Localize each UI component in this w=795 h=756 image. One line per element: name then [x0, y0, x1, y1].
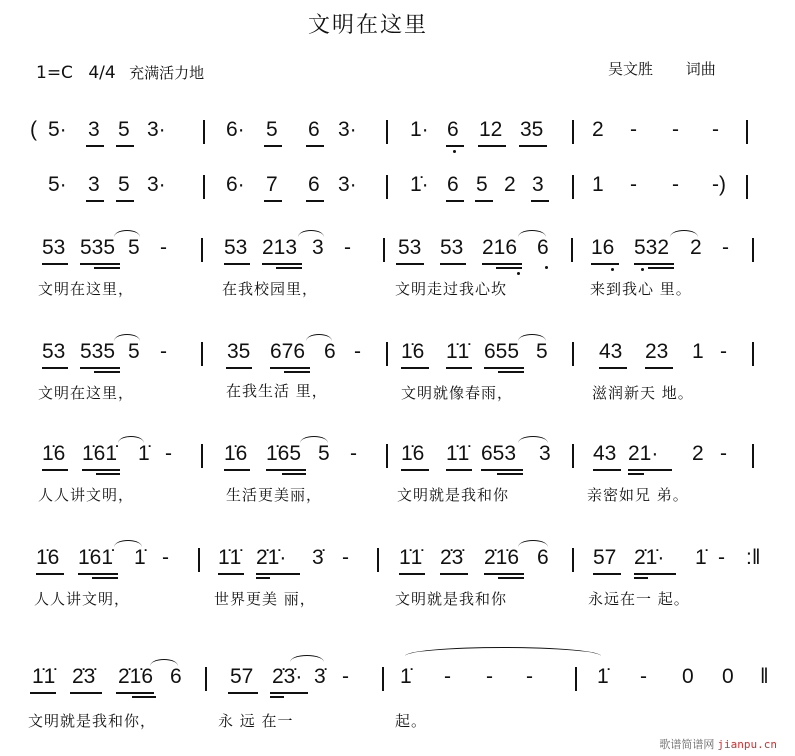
dash: - [712, 118, 719, 141]
note: 3̇ [312, 546, 324, 569]
note: 43 [593, 442, 617, 465]
barline [571, 238, 573, 262]
author-credit [608, 58, 716, 79]
note: 5 [118, 173, 130, 196]
lyric: 文明就是我和你， [28, 712, 157, 730]
score-row-verse-1 [0, 236, 795, 306]
note: 1̇61̇ [78, 546, 114, 569]
author-role: 词曲 [685, 60, 716, 78]
dash: - [630, 173, 637, 196]
rest: 0 [722, 665, 734, 688]
dash: - [162, 546, 169, 569]
barline [752, 238, 754, 262]
note: 6· [226, 173, 245, 196]
dash: - [350, 442, 357, 465]
dash: -) [712, 173, 726, 196]
note: 676 [270, 340, 306, 363]
note: 2 [692, 442, 704, 465]
dash: - [160, 236, 167, 259]
dash: - [160, 340, 167, 363]
barline [386, 175, 388, 199]
note: 12 [479, 118, 503, 141]
barline [386, 120, 388, 144]
key-time-tempo [36, 62, 204, 83]
dash: - [486, 665, 493, 688]
barline [386, 342, 388, 366]
note: 535 [80, 236, 116, 259]
final-barline: ‖ [760, 665, 769, 688]
note: 23 [645, 340, 669, 363]
note: 43 [599, 340, 623, 363]
dash: - [718, 546, 725, 569]
note: 1̇1̇ [32, 665, 56, 688]
time-signature: 4/4 [88, 63, 116, 83]
barline [386, 444, 388, 468]
note: 53 [42, 236, 66, 259]
note: 213 [262, 236, 298, 259]
open-paren: ( [30, 118, 37, 141]
barline [382, 667, 384, 691]
note: 3 [532, 173, 544, 196]
note: 6 [324, 340, 336, 363]
dash: - [165, 442, 172, 465]
note: 1· [410, 118, 429, 141]
lyric: 文明走过我心坎 [395, 280, 508, 298]
barline [201, 444, 203, 468]
barline [572, 175, 574, 199]
lyric: 在我生活 里， [226, 382, 328, 400]
tempo-marking: 充满活力地 [129, 64, 205, 82]
note: 5 [128, 340, 140, 363]
song-title: 文明在这里 [308, 13, 429, 38]
note: 2̇1̇· [256, 546, 287, 569]
note: 5· [48, 118, 67, 141]
lyric: 文明就是我和你 [397, 486, 510, 504]
dash: - [344, 236, 351, 259]
score-row-verse-4 [0, 546, 795, 616]
barline [572, 120, 574, 144]
note: 5 [266, 118, 278, 141]
note: 53 [224, 236, 248, 259]
note: 5 [476, 173, 488, 196]
note: 1̇ [695, 546, 707, 569]
note: 57 [593, 546, 617, 569]
note: 6 [308, 173, 320, 196]
dash: - [630, 118, 637, 141]
note: 3· [338, 173, 357, 196]
note: 2 [504, 173, 516, 196]
note: 6 [537, 236, 549, 259]
dash: - [672, 118, 679, 141]
note: 53 [42, 340, 66, 363]
note: 1 [592, 173, 604, 196]
barline [746, 175, 748, 199]
lyric: 人人讲文明， [34, 590, 131, 608]
note: 3 [88, 118, 100, 141]
barline [572, 444, 574, 468]
dash: - [720, 442, 727, 465]
note: 6 [537, 546, 549, 569]
barline [752, 444, 754, 468]
note: 3· [338, 118, 357, 141]
note: 3̇ [314, 665, 326, 688]
barline [383, 238, 385, 262]
dash: - [342, 665, 349, 688]
note: 7 [266, 173, 278, 196]
lyric: 文明就是我和你 [395, 590, 508, 608]
barline [205, 667, 207, 691]
note: 5· [48, 173, 67, 196]
barline [201, 342, 203, 366]
note: 3 [539, 442, 551, 465]
note: 2 [690, 236, 702, 259]
lyric: 起。 [395, 712, 428, 730]
note: 21· [628, 442, 659, 465]
dash: - [526, 665, 533, 688]
note: 5 [118, 118, 130, 141]
note: 2̇3̇ [72, 665, 96, 688]
lyric: 文明在这里， [38, 384, 135, 402]
note: 1̇1̇ [218, 546, 242, 569]
barline [198, 548, 200, 572]
note: 532 [634, 236, 670, 259]
note: 2̇1̇6 [484, 546, 520, 569]
note: 1̇1̇ [446, 442, 470, 465]
note: 6 [447, 173, 459, 196]
lyric: 永远在一 起。 [588, 590, 690, 608]
dash: - [720, 340, 727, 363]
note: 35 [227, 340, 251, 363]
barline [572, 548, 574, 572]
dash: - [342, 546, 349, 569]
site-watermark [659, 736, 777, 752]
barline [201, 238, 203, 262]
note: 1̇ [134, 546, 146, 569]
score-row-verse-3 [0, 442, 795, 512]
barline [752, 342, 754, 366]
lyric: 生活更美丽， [226, 486, 323, 504]
note: 3 [312, 236, 324, 259]
lyric: 世界更美 丽， [214, 590, 316, 608]
repeat-end-sign[interactable]: :‖ [746, 546, 761, 569]
note: 6 [308, 118, 320, 141]
note: 1̇6 [401, 340, 425, 363]
note: 2̇3̇· [272, 665, 303, 688]
note: 16 [591, 236, 615, 259]
barline [203, 175, 205, 199]
lyric: 人人讲文明， [38, 486, 135, 504]
note: 6· [226, 118, 245, 141]
dash: - [640, 665, 647, 688]
note: 2̇1̇6 [118, 665, 154, 688]
score-row-intro-1 [0, 118, 795, 148]
note: 57 [230, 665, 254, 688]
lyric: 在我校园里， [222, 280, 319, 298]
author-name: 吴文胜 [608, 60, 654, 78]
lyric: 亲密如兄 弟。 [587, 486, 689, 504]
rest: 0 [682, 665, 694, 688]
note: 216 [482, 236, 518, 259]
note: 1̇ [400, 665, 412, 688]
note: 2̇3̇ [440, 546, 464, 569]
note: 1̇6 [42, 442, 66, 465]
note: 3· [147, 118, 166, 141]
note: 6 [447, 118, 459, 141]
barline [746, 120, 748, 144]
lyric: 滋润新天 地。 [592, 384, 694, 402]
lyric: 文明在这里， [38, 280, 135, 298]
score-row-verse-2 [0, 340, 795, 410]
note: 2̇1̇· [634, 546, 665, 569]
note: 1̇ [138, 442, 150, 465]
score-row-intro-2 [0, 173, 795, 203]
note: 1̇1̇ [446, 340, 470, 363]
note: 3 [88, 173, 100, 196]
note: 1̇· [410, 173, 429, 196]
note: 35 [520, 118, 544, 141]
dash: - [444, 665, 451, 688]
barline [203, 120, 205, 144]
barline [572, 342, 574, 366]
note: 53 [398, 236, 422, 259]
key-signature: 1=C [36, 63, 73, 83]
note: 5 [318, 442, 330, 465]
note: 6 [170, 665, 182, 688]
note: 5 [128, 236, 140, 259]
barline [575, 667, 577, 691]
note: 653 [481, 442, 517, 465]
note: 1̇1̇ [399, 546, 423, 569]
note: 53 [440, 236, 464, 259]
lyric: 来到我心 里。 [590, 280, 692, 298]
note: 5 [536, 340, 548, 363]
dash: - [672, 173, 679, 196]
score-row-coda [0, 665, 795, 735]
lyric: 永 远 在一 [218, 712, 294, 730]
note: 2 [592, 118, 604, 141]
note: 655 [484, 340, 520, 363]
dash: - [354, 340, 361, 363]
note: 1 [692, 340, 704, 363]
note: 1̇65 [266, 442, 302, 465]
note: 535 [80, 340, 116, 363]
note: 1̇6 [36, 546, 60, 569]
note: 1̇61̇ [82, 442, 118, 465]
note: 3· [147, 173, 166, 196]
watermark-en: jianpu.cn [717, 738, 777, 751]
dash: - [722, 236, 729, 259]
barline [377, 548, 379, 572]
watermark-cn: 歌谱简谱网 [659, 738, 715, 751]
note: 1̇6 [401, 442, 425, 465]
note: 1̇6 [224, 442, 248, 465]
note: 1̇ [597, 665, 609, 688]
lyric: 文明就像春雨， [401, 384, 514, 402]
